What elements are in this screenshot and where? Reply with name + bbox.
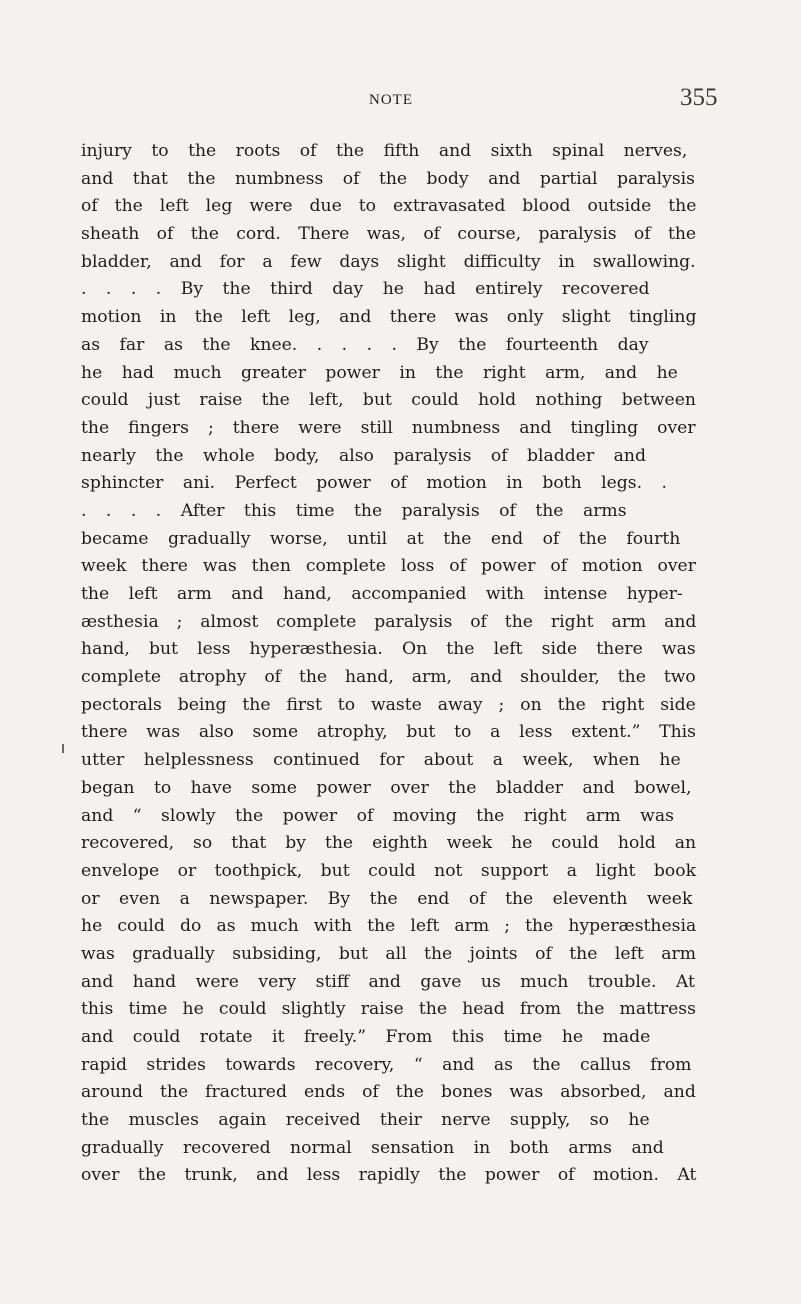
margin-mark (62, 744, 64, 753)
body-text (81, 138, 696, 1190)
text-line: gradually recovered normal sensation in both arms and (81, 1137, 664, 1158)
text-line: recovered, so that by the eighth week he could hold an (81, 833, 697, 854)
text-line: the left arm and hand, accompanied with intense hyper- (81, 584, 683, 604)
text-line: and could rotate it freely.” From this time he made (81, 1027, 651, 1047)
text-line: utter helplessness continued for about a week, when he (81, 750, 681, 771)
text-line: hand, but less hyperæsthesia. On the left side there was (81, 639, 696, 660)
text-line: there was also some atrophy, but to a less extent.” This (81, 722, 696, 743)
text-line: and that the numbness of the body and partial paralysis (81, 168, 695, 189)
text-line: over the trunk, and less rapidly the power of motion. At (81, 1165, 697, 1186)
text-line: pectorals being the first to waste away ; on the right side (81, 694, 696, 715)
text-line: he had much greater power in the right arm, and he (81, 362, 678, 383)
text-line: . . . . After this time the paralysis of the arms (81, 500, 627, 521)
text-line: sphincter ani. Perfect power of motion in both legs. . (81, 473, 668, 494)
text-line: began to have some power over the bladder and bowel, (81, 777, 692, 798)
text-line: . . . . By the third day he had entirely recovered (81, 279, 650, 300)
text-line: week there was then complete loss of power of motion over (81, 556, 696, 577)
text-line: around the fractured ends of the bones was absorbed, and (81, 1082, 696, 1103)
text-line: envelope or toothpick, but could not support a light book (81, 860, 697, 881)
text-line: motion in the left leg, and there was only slight tingling (81, 307, 697, 328)
running-head (0, 84, 801, 120)
text-line: could just raise the left, but could hold nothing between (81, 390, 696, 411)
text-line: this time he could slightly raise the head from the mattress (81, 999, 696, 1020)
text-line: the muscles again received their nerve supply, so he (81, 1110, 650, 1131)
text-line: of the left leg were due to extravasated blood outside the (81, 196, 697, 217)
text-line: was gradually subsiding, but all the joints of the left arm (81, 943, 697, 964)
text-line: he could do as much with the left arm ; the hyperæsthesia (81, 916, 697, 937)
page-number: 355 (680, 84, 718, 111)
text-line: as far as the knee. . . . . By the fourteenth day (81, 334, 649, 355)
text-line: æsthesia ; almost complete paralysis of the right arm and (81, 611, 697, 632)
text-line: injury to the roots of the fifth and sixth spinal nerves, (81, 141, 688, 161)
text-line: sheath of the cord. There was, of course, paralysis of the (81, 224, 697, 245)
text-line: the fingers ; there were still numbness and tingling over (81, 417, 696, 438)
running-title: NOTE (369, 92, 413, 108)
text-line: rapid strides towards recovery, “ and as the callus from (81, 1054, 692, 1075)
text-line: and hand were very stiff and gave us much trouble. At (81, 971, 695, 992)
text-line: nearly the whole body, also paralysis of bladder and (81, 445, 646, 466)
text-line: complete atrophy of the hand, arm, and shoulder, the two (81, 667, 696, 688)
text-line: and “ slowly the power of moving the right arm was (81, 805, 674, 826)
text-line: or even a newspaper. By the end of the eleventh week (81, 888, 693, 909)
text-line: bladder, and for a few days slight difficulty in swallowing. (81, 251, 696, 272)
text-line: became gradually worse, until at the end of the fourth (81, 528, 681, 549)
